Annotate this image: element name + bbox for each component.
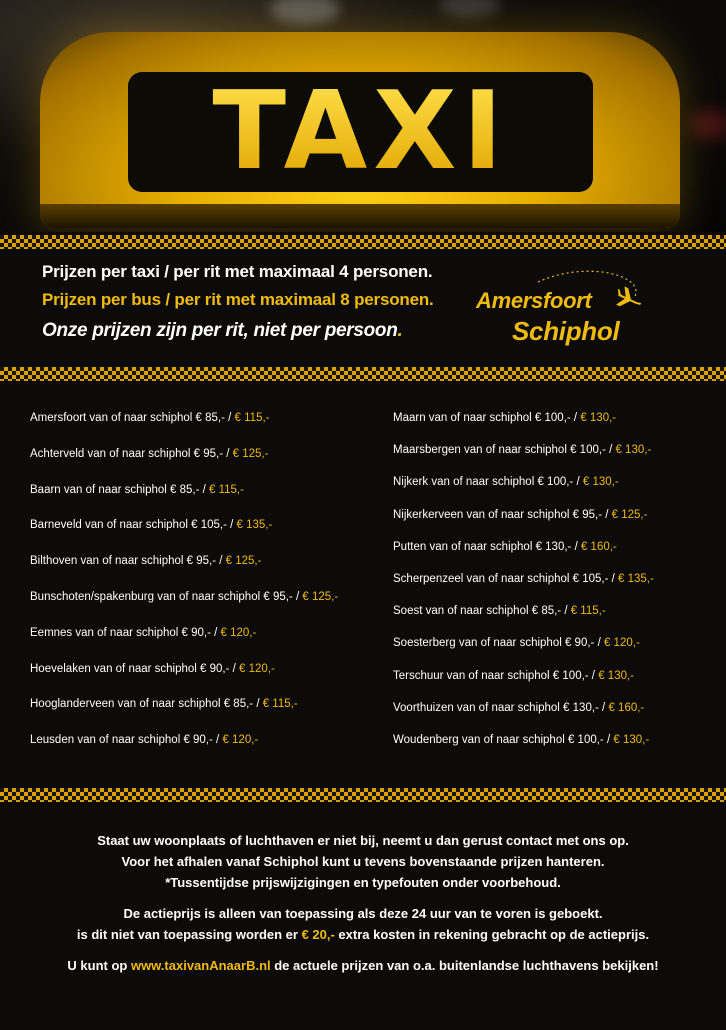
price-regular: Maarsbergen van of naar schiphol € 100,- / <box>393 444 616 457</box>
bokeh-light <box>690 110 726 140</box>
price-regular: Soesterberg van of naar schiphol € 90,- / <box>393 637 604 650</box>
website-pre: U kunt op <box>67 958 131 973</box>
price-regular: Baarn van of naar schiphol € 85,- / <box>30 483 209 496</box>
checker-divider <box>0 367 726 381</box>
price-regular: Terschuur van of naar schiphol € 100,- / <box>393 669 599 682</box>
price-list-right <box>393 412 726 766</box>
price-action: € 120,- <box>220 626 257 639</box>
price-regular: Maarn van of naar schiphol € 100,- / <box>393 412 581 424</box>
footer-extra-cost <box>0 924 726 945</box>
price-action: € 160,- <box>608 701 645 714</box>
info-line-bus: Prijzen per bus / per rit met maximaal 8 personen. <box>42 290 434 309</box>
per-ride-text: Onze prijzen zijn per rit, niet per persoon <box>42 320 398 341</box>
price-regular: Woudenberg van of naar schiphol € 100,- / <box>393 733 614 746</box>
price-row <box>30 698 390 734</box>
price-row <box>30 448 390 484</box>
info-line-per-ride <box>42 320 462 342</box>
price-row <box>393 509 726 541</box>
price-regular: Scherpenzeel van of naar schiphol € 105,- / <box>393 572 619 585</box>
price-action: € 130,- <box>580 412 617 424</box>
footer-pickup: Voor het afhalen vanaf Schiphol kunt u tevens bovenstaande prijzen hanteren. <box>121 854 605 869</box>
price-row <box>30 627 390 663</box>
price-action: € 125,- <box>225 555 262 568</box>
price-row <box>393 670 726 702</box>
price-action: € 115,- <box>570 605 606 618</box>
price-row <box>393 702 726 734</box>
price-regular: Hoevelaken van of naar schiphol € 90,- / <box>30 662 240 675</box>
price-row <box>393 734 726 766</box>
logo-schiphol: Schiphol <box>512 316 620 346</box>
price-action: € 125,- <box>232 447 269 460</box>
price-regular: Barneveld van of naar schiphol € 105,- / <box>30 519 237 532</box>
price-action: € 130,- <box>582 476 619 489</box>
price-row <box>393 573 726 605</box>
price-action: € 125,- <box>611 508 648 521</box>
price-list-left <box>30 412 390 770</box>
price-row <box>393 637 726 669</box>
price-row <box>393 605 726 637</box>
price-regular: Achterveld van of naar schiphol € 95,- / <box>30 447 233 460</box>
extra-cost-post: extra kosten in rekening gebracht op de actieprijs. <box>334 927 650 942</box>
price-regular: Eemnes van of naar schiphol € 90,- / <box>30 626 221 639</box>
footer-action-note: De actieprijs is alleen van toepassing als deze 24 uur van te voren is geboekt. <box>123 906 603 921</box>
bokeh-light <box>270 0 340 24</box>
info-line-taxi: Prijzen per taxi / per rit met maximaal 4 personen. <box>42 262 433 281</box>
taxi-sign-base <box>40 204 680 228</box>
price-action: € 120,- <box>222 734 259 747</box>
hero-taxi-photo <box>0 0 726 232</box>
price-action: € 160,- <box>580 540 617 553</box>
logo-amersfoort: Amersfoort <box>476 288 592 313</box>
price-row <box>30 555 390 591</box>
footer-contact: Staat uw woonplaats of luchthaven er niet bij, neemt u dan gerust contact met ons op. <box>97 833 629 848</box>
price-action: € 130,- <box>613 733 650 746</box>
price-row <box>393 412 726 444</box>
price-row <box>393 541 726 573</box>
price-row <box>30 663 390 699</box>
extra-cost-amount: € 20,- <box>301 927 335 942</box>
footer-notes <box>0 830 726 976</box>
price-regular: Nijkerk van of naar schiphol € 100,- / <box>393 476 583 489</box>
price-regular: Bilthoven van of naar schiphol € 95,- / <box>30 555 226 568</box>
price-action: € 125,- <box>302 590 339 603</box>
price-row <box>393 476 726 508</box>
price-row <box>393 444 726 476</box>
price-regular: Hooglanderveen van of naar schiphol € 85,- / <box>30 698 263 711</box>
price-action: € 120,- <box>603 637 640 650</box>
website-link[interactable]: www.taxivanAnaarB.nl <box>130 958 271 973</box>
footer-disclaimer: *Tussentijdse prijswijzigingen en typefouten onder voorbehoud. <box>165 875 561 890</box>
price-action: € 120,- <box>239 662 275 675</box>
amersfoort-schiphol-logo <box>468 268 668 352</box>
price-row <box>30 484 390 520</box>
info-block <box>42 262 462 342</box>
per-ride-dot: . <box>397 320 403 341</box>
price-regular: Putten van of naar schiphol € 130,- / <box>393 540 581 553</box>
bokeh-light <box>440 0 500 18</box>
price-action: € 115,- <box>262 698 298 711</box>
checker-divider <box>0 788 726 802</box>
price-regular: Bunschoten/spakenburg van of naar schiphol € 95,- / <box>30 590 303 603</box>
price-action: € 130,- <box>615 444 652 457</box>
price-action: € 130,- <box>598 669 635 682</box>
checker-divider <box>0 235 726 249</box>
price-regular: Soest van of naar schiphol € 85,- / <box>393 605 571 618</box>
price-regular: Nijkerkerveen van of naar schiphol € 95,- / <box>393 508 612 521</box>
taxi-roof-sign <box>40 32 680 228</box>
price-row <box>30 591 390 627</box>
price-row <box>30 519 390 555</box>
price-row <box>30 734 390 770</box>
footer-website-line <box>0 955 726 976</box>
price-action: € 115,- <box>209 483 244 496</box>
taxi-sign-plate <box>128 69 593 194</box>
price-action: € 115,- <box>234 412 270 424</box>
price-row <box>30 412 390 448</box>
website-post: de actuele prijzen van o.a. buitenlandse luchthavens bekijken! <box>270 958 659 973</box>
extra-cost-pre: is dit niet van toepassing worden er <box>76 927 302 942</box>
price-action: € 135,- <box>618 572 654 585</box>
price-regular: Voorthuizen van of naar schiphol € 130,- / <box>393 701 609 714</box>
taxi-sign-text: TAXI <box>212 69 509 194</box>
price-action: € 135,- <box>236 519 273 532</box>
price-regular: Leusden van of naar schiphol € 90,- / <box>30 734 223 747</box>
price-regular: Amersfoort van of naar schiphol € 85,- / <box>30 412 235 424</box>
